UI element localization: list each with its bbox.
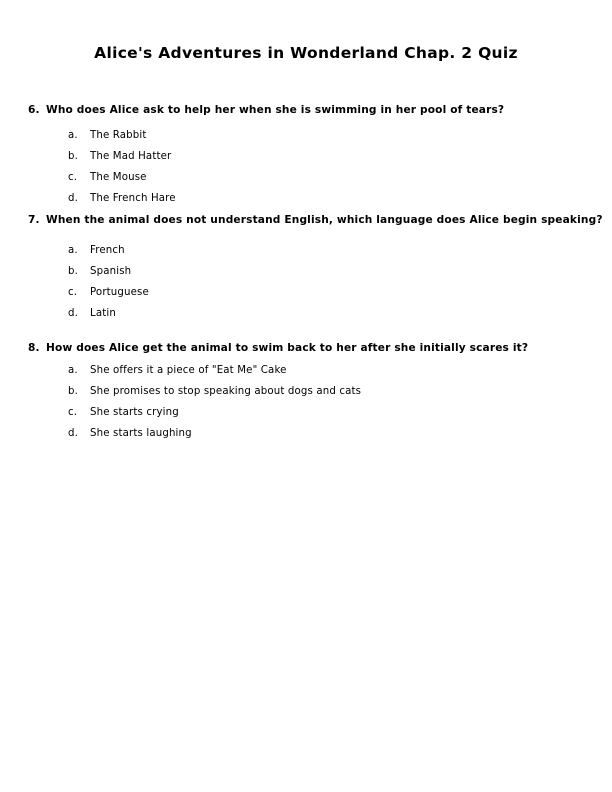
page-title: Alice's Adventures in Wonderland Chap. 2 Quiz [94,44,518,62]
option-list [0,125,612,209]
option-label: Latin [90,308,116,319]
option-item[interactable] [0,282,612,303]
option-label: Portuguese [90,287,149,298]
option-letter: b. [68,151,79,162]
question-text: When the animal does not understand English, which language does Alice begin speaking? [46,214,603,226]
option-letter: d. [68,193,79,204]
question-text: Who does Alice ask to help her when she is swimming in her pool of tears? [46,104,505,116]
question-line [0,342,612,354]
option-item[interactable] [0,125,612,146]
question-number: 7. [28,214,40,226]
option-label: She offers it a piece of "Eat Me" Cake [90,365,287,376]
option-label: The Rabbit [90,130,147,141]
option-letter: d. [68,308,79,319]
option-item[interactable] [0,360,612,381]
option-letter: b. [68,266,79,277]
question-block-6 [0,104,612,209]
option-label: The Mad Hatter [90,151,172,162]
option-letter: c. [68,407,78,418]
option-item[interactable] [0,303,612,324]
option-label: Spanish [90,266,132,277]
option-letter: b. [68,386,79,397]
option-item[interactable] [0,261,612,282]
option-label: She starts crying [90,407,179,418]
option-letter: a. [68,130,78,141]
option-item[interactable] [0,146,612,167]
option-letter: a. [68,365,78,376]
option-label: She starts laughing [90,428,192,439]
option-list [0,240,612,324]
option-label: The Mouse [90,172,147,183]
question-text: How does Alice get the animal to swim back to her after she initially scares it? [46,342,529,354]
option-item[interactable] [0,188,612,209]
question-number: 8. [28,342,40,354]
option-item[interactable] [0,240,612,261]
option-item[interactable] [0,381,612,402]
question-line [0,104,612,116]
question-number: 6. [28,104,40,116]
option-letter: a. [68,245,78,256]
option-list [0,360,612,444]
question-block-8 [0,342,612,444]
option-letter: c. [68,287,78,298]
option-letter: c. [68,172,78,183]
question-block-7 [0,214,612,324]
option-label: French [90,245,125,256]
question-line [0,214,612,226]
option-letter: d. [68,428,79,439]
option-item[interactable] [0,402,612,423]
option-label: The French Hare [90,193,176,204]
option-label: She promises to stop speaking about dogs and cats [90,386,362,397]
option-item[interactable] [0,167,612,188]
option-item[interactable] [0,423,612,444]
